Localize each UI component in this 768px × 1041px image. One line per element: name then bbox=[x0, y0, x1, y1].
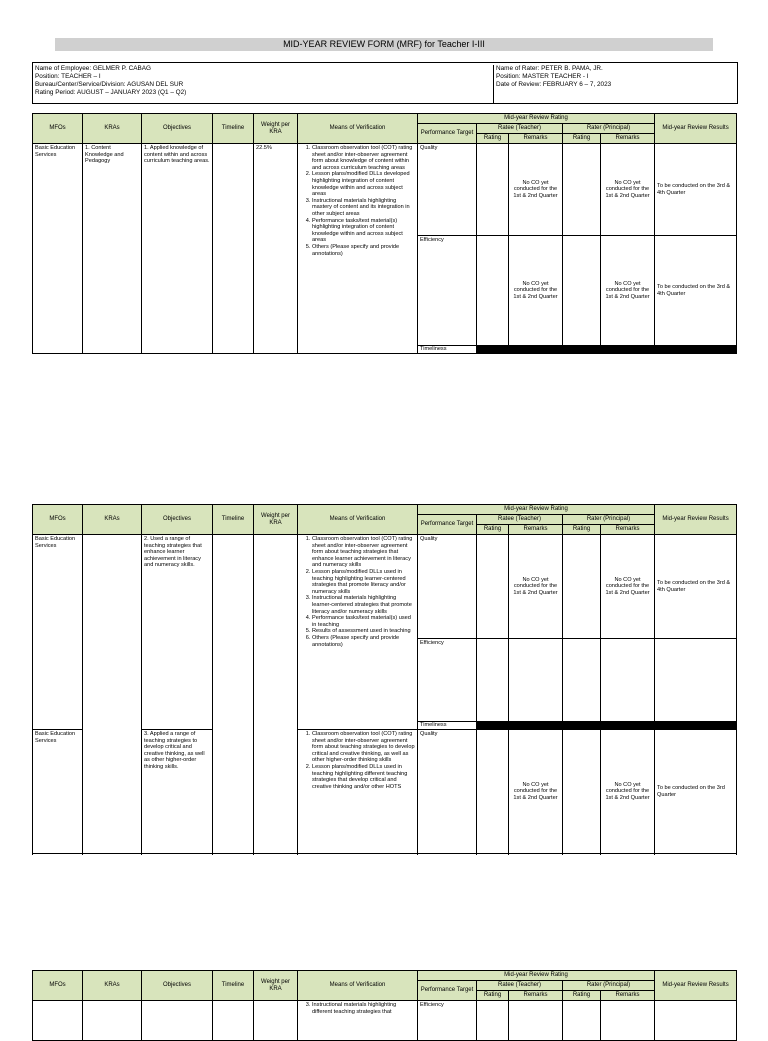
objective-cell: 1. Applied knowledge of content within and across curriculum teaching areas. bbox=[142, 144, 213, 354]
mov-item: 2. Lesson plans/modified DLLs used in teaching highlighting different teaching strategies that develop critical and creative thinking and/or other HOTS bbox=[312, 764, 415, 790]
rater-rating bbox=[563, 236, 601, 346]
kra-cell: 1. Content Knowledge and Pedagogy bbox=[83, 144, 142, 354]
mov-item: 2. Lesson plans/modified DLLs developed highlighting integration of content knowledge within and across subject areas bbox=[312, 171, 415, 197]
header-timeline: Timeline bbox=[213, 971, 254, 1001]
target-timeliness: Timeliness bbox=[418, 722, 477, 730]
header-rating: Rating bbox=[477, 134, 509, 144]
mov-cell bbox=[298, 730, 418, 854]
results-cell: To be conducted on the 3rd & 4th Quarter bbox=[655, 144, 737, 236]
header-rating: Rating bbox=[563, 525, 601, 535]
timeline-cell bbox=[213, 1001, 254, 1041]
mov-item: 5. Results of assessment used in teaching bbox=[312, 628, 415, 635]
target-quality: Quality bbox=[418, 144, 477, 236]
header-kra: KRAs bbox=[83, 114, 142, 144]
weight-cell bbox=[254, 1001, 298, 1041]
header-rating: Rating bbox=[563, 134, 601, 144]
target-quality: Quality bbox=[418, 535, 477, 639]
mov-cell bbox=[298, 144, 418, 354]
header-rater: Rater (Principal) bbox=[563, 515, 655, 525]
header-mfo: MFOs bbox=[33, 971, 83, 1001]
review-date: Date of Review: FEBRUARY 6 – 7, 2023 bbox=[496, 81, 612, 88]
header-results: Mid-year Review Results bbox=[655, 114, 737, 144]
rater-rating bbox=[563, 144, 601, 236]
header-remarks: Remarks bbox=[601, 134, 655, 144]
ratee-remarks: No CO yet conducted for the 1st & 2nd Quarter bbox=[509, 144, 563, 236]
header-kra: KRAs bbox=[83, 505, 142, 535]
mov-item: 1. Classroom observation tool (COT) rating sheet and/or inter-observer agreement form about teaching strategies that enhance learner achievement in literacy and numeracy skills bbox=[312, 536, 415, 569]
results-cell: To be conducted on the 3rd & 4th Quarter bbox=[655, 535, 737, 639]
target-quality: Quality bbox=[418, 730, 477, 854]
results-cell: To be conducted on the 3rd Quarter bbox=[655, 730, 737, 854]
employee-name: Name of Employee: GELMER P. CABAG bbox=[35, 65, 152, 72]
mfo-cell: Basic Education Services bbox=[33, 730, 83, 854]
mov-item: 6. Others (Please specify and provide annotations) bbox=[312, 635, 415, 648]
target-efficiency: Efficiency bbox=[418, 1001, 477, 1041]
header-weight: Weight per KRA bbox=[254, 505, 298, 535]
rater-remarks bbox=[601, 639, 655, 722]
header-objectives: Objectives bbox=[142, 505, 213, 535]
results-cell bbox=[655, 1001, 737, 1041]
rater-remarks bbox=[601, 1001, 655, 1041]
header-timeline: Timeline bbox=[213, 114, 254, 144]
mov-cell bbox=[298, 535, 418, 730]
mov-item: 1. Classroom observation tool (COT) rating sheet and/or inter-observer agreement form about knowledge of content within and across curriculum teaching areas bbox=[312, 145, 415, 171]
header-results: Mid-year Review Results bbox=[655, 505, 737, 535]
target-efficiency: Efficiency bbox=[418, 236, 477, 346]
header-rating: Rating bbox=[477, 991, 509, 1001]
timeline-cell bbox=[213, 535, 254, 854]
rater-rating bbox=[563, 730, 601, 854]
header-remarks: Remarks bbox=[601, 525, 655, 535]
target-timeliness: Timeliness bbox=[418, 346, 477, 354]
objective-cell: 3. Applied a range of teaching strategies to develop critical and creative thinking, as well as other higher-order thinking skills. bbox=[142, 730, 213, 854]
header-mfo: MFOs bbox=[33, 505, 83, 535]
header-mov: Means of Verification bbox=[298, 971, 418, 1001]
header-mov: Means of Verification bbox=[298, 114, 418, 144]
header-ratee: Ratee (Teacher) bbox=[477, 981, 563, 991]
rater-rating bbox=[563, 639, 601, 722]
header-weight: Weight per KRA bbox=[254, 971, 298, 1001]
form-title: MID-YEAR REVIEW FORM (MRF) for Teacher I-III bbox=[55, 38, 713, 51]
header-rater: Rater (Principal) bbox=[563, 981, 655, 991]
mfo-cell: Basic Education Services bbox=[33, 144, 83, 354]
weight-cell bbox=[254, 535, 298, 854]
header-midyear-rating: Mid-year Review Rating bbox=[418, 971, 655, 981]
results-cell bbox=[655, 639, 737, 722]
rater-rating bbox=[563, 1001, 601, 1041]
ratee-remarks: No CO yet conducted for the 1st & 2nd Quarter bbox=[509, 730, 563, 854]
mov-item: 3. Instructional materials highlighting learner-centered strategies that promote literacy and/or numeracy skills bbox=[312, 595, 415, 615]
rater-remarks: No CO yet conducted for the 1st & 2nd Quarter bbox=[601, 535, 655, 639]
ratee-rating bbox=[477, 639, 509, 722]
mrf-table-3 bbox=[32, 970, 737, 1041]
mfo-cell bbox=[33, 1001, 83, 1041]
mov-item: 4. Performance tasks/test material(s) highlighting integration of content knowledge within and across subject areas bbox=[312, 218, 415, 244]
ratee-rating bbox=[477, 730, 509, 854]
header-rating: Rating bbox=[563, 991, 601, 1001]
header-kra: KRAs bbox=[83, 971, 142, 1001]
mrf-table-2 bbox=[32, 504, 737, 854]
mov-cell bbox=[298, 1001, 418, 1041]
mov-item: 3. Instructional materials highlighting mastery of content and its integration in other subject areas bbox=[312, 198, 415, 218]
timeliness-blackout bbox=[477, 722, 737, 730]
header-ratee: Ratee (Teacher) bbox=[477, 515, 563, 525]
rater-rating bbox=[563, 535, 601, 639]
ratee-rating bbox=[477, 236, 509, 346]
header-objectives: Objectives bbox=[142, 114, 213, 144]
header-ratee: Ratee (Teacher) bbox=[477, 124, 563, 134]
mov-item: 4. Performance tasks/test material(s) used in teaching bbox=[312, 615, 415, 628]
timeliness-blackout bbox=[477, 346, 737, 354]
ratee-rating bbox=[477, 144, 509, 236]
ratee-rating bbox=[477, 1001, 509, 1041]
mov-item: 3. Instructional materials highlighting different teaching strategies that bbox=[312, 1002, 415, 1015]
header-midyear-rating: Mid-year Review Rating bbox=[418, 114, 655, 124]
mov-item: 1. Classroom observation tool (COT) rating sheet and/or inter-observer agreement form about teaching strategies to develop critical and creative thinking, as well as other higher-order thinking skills bbox=[312, 731, 415, 764]
ratee-remarks bbox=[509, 639, 563, 722]
kra-cell bbox=[83, 535, 142, 854]
employee-bureau: Bureau/Center/Service/Division: AGUSAN DEL SUR bbox=[35, 81, 184, 88]
header-rater: Rater (Principal) bbox=[563, 124, 655, 134]
header-results: Mid-year Review Results bbox=[655, 971, 737, 1001]
header-objectives: Objectives bbox=[142, 971, 213, 1001]
results-cell: To be conducted on the 3rd & 4th Quarter bbox=[655, 236, 737, 346]
ratee-remarks bbox=[509, 1001, 563, 1041]
header-target: Performance Target bbox=[418, 515, 477, 535]
header-rating: Rating bbox=[477, 525, 509, 535]
mov-item: 2. Lesson plans/modified DLLs used in teaching highlighting learner-centered strategies that promote literacy and/or numeracy skills bbox=[312, 569, 415, 595]
rating-period: Rating Period: AUGUST – JANUARY 2023 (Q1 – Q2) bbox=[35, 89, 187, 96]
header-mfo: MFOs bbox=[33, 114, 83, 144]
rater-name: Name of Rater: PETER B. PAMA, JR. bbox=[496, 65, 603, 72]
header-midyear-rating: Mid-year Review Rating bbox=[418, 505, 655, 515]
header-target: Performance Target bbox=[418, 124, 477, 144]
mrf-table-1 bbox=[32, 113, 737, 354]
header-mov: Means of Verification bbox=[298, 505, 418, 535]
header-remarks: Remarks bbox=[601, 991, 655, 1001]
employee-position: Position: TEACHER – I bbox=[35, 73, 101, 80]
target-efficiency: Efficiency bbox=[418, 639, 477, 722]
header-target: Performance Target bbox=[418, 981, 477, 1001]
rater-remarks: No CO yet conducted for the 1st & 2nd Quarter bbox=[601, 236, 655, 346]
timeline-cell bbox=[213, 144, 254, 354]
rater-position: Position: MASTER TEACHER - I bbox=[496, 73, 589, 80]
ratee-remarks: No CO yet conducted for the 1st & 2nd Quarter bbox=[509, 236, 563, 346]
header-remarks: Remarks bbox=[509, 134, 563, 144]
mov-item: 5. Others (Please specify and provide annotations) bbox=[312, 244, 415, 257]
header-weight: Weight per KRA bbox=[254, 114, 298, 144]
rater-remarks: No CO yet conducted for the 1st & 2nd Quarter bbox=[601, 730, 655, 854]
objective-cell: 2. Used a range of teaching strategies that enhance learner achievement in literacy and numeracy skills. bbox=[142, 535, 213, 730]
ratee-rating bbox=[477, 535, 509, 639]
objective-cell bbox=[142, 1001, 213, 1041]
kra-cell bbox=[83, 1001, 142, 1041]
rater-remarks: No CO yet conducted for the 1st & 2nd Quarter bbox=[601, 144, 655, 236]
employee-info-box bbox=[32, 62, 738, 104]
mfo-cell: Basic Education Services bbox=[33, 535, 83, 730]
weight-cell: 22.5% bbox=[254, 144, 298, 354]
header-timeline: Timeline bbox=[213, 505, 254, 535]
header-remarks: Remarks bbox=[509, 525, 563, 535]
ratee-remarks: No CO yet conducted for the 1st & 2nd Quarter bbox=[509, 535, 563, 639]
header-remarks: Remarks bbox=[509, 991, 563, 1001]
